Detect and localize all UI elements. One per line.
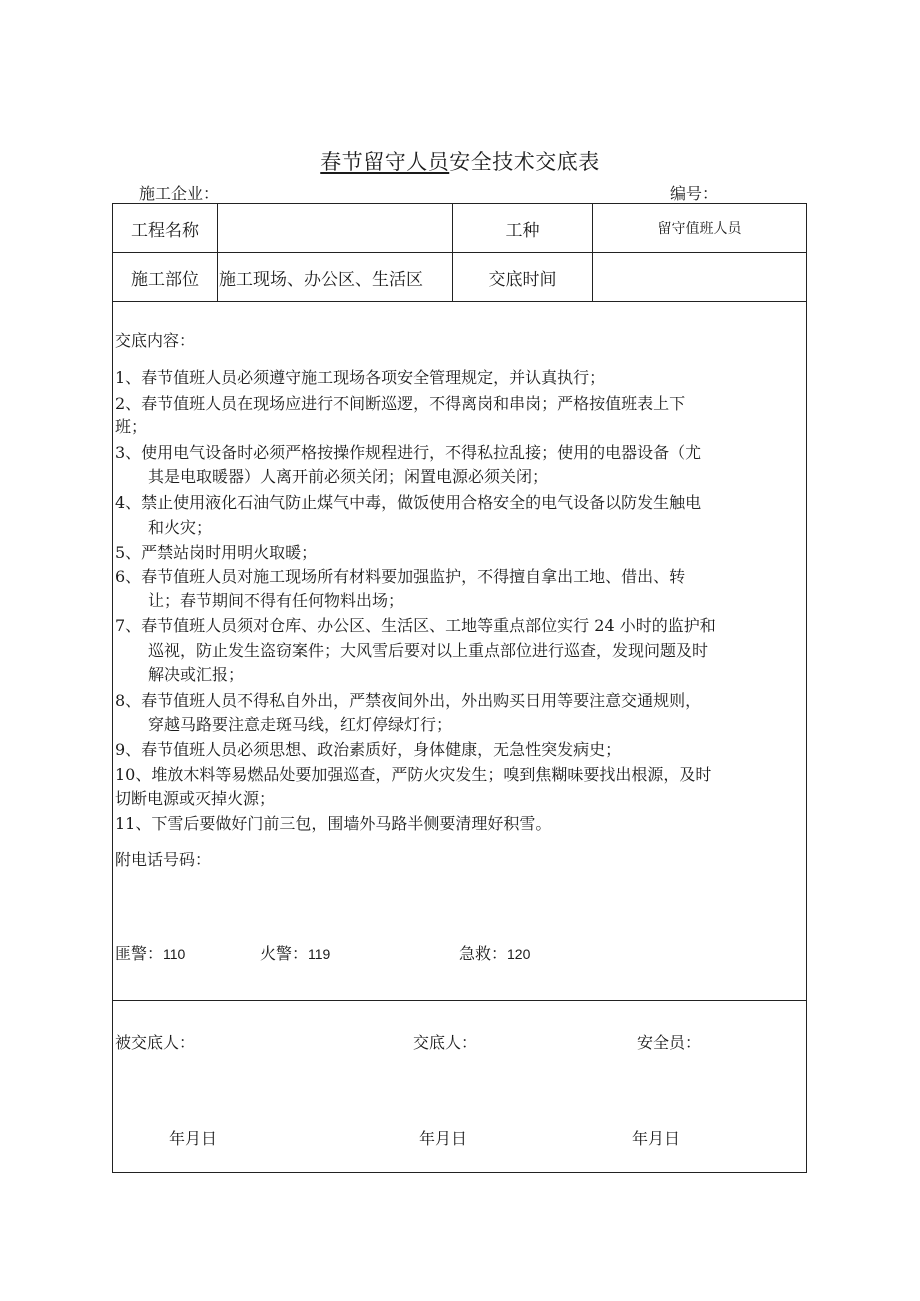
- project-name-label: 工程名称: [131, 220, 199, 241]
- ambulance-number: 120: [507, 946, 531, 962]
- row-divider: [113, 1000, 806, 1001]
- briefing-time-field: [593, 253, 806, 301]
- safety-officer-signature-label: 安全员：: [637, 1033, 702, 1052]
- content-line: 3、使用电气设备时必须严格按操作规程进行，不得私拉乱接；使用的电器设备（尤: [115, 443, 702, 462]
- content-line: 7、春节值班人员须对仓库、办公区、生活区、工地等重点部位实行 24 小时的监护和: [115, 616, 716, 635]
- number-label: 编号：: [670, 184, 719, 203]
- content-line: 让；春节期间不得有任何物料出场；: [148, 591, 405, 610]
- ambulance-label: 急救：: [459, 944, 508, 963]
- content-line: 1、春节值班人员必须遵守施工现场各项安全管理规定，并认真执行；: [115, 368, 606, 387]
- content-line: 5、严禁站岗时用明火取暖；: [115, 543, 318, 562]
- fire-phone: [260, 941, 330, 964]
- police-number: 110: [163, 946, 186, 962]
- content-line: 11、下雪后要做好门前三包，围墙外马路半侧要清理好积雪。: [115, 814, 552, 833]
- content-line: 10、堆放木料等易燃品处要加强巡查，严防火灾发生；嗅到焦糊味要找出根源，及时: [115, 765, 712, 784]
- content-line: 8、春节值班人员不得私自外出，严禁夜间外出，外出购买日用等要注意交通规则，: [115, 691, 702, 710]
- content-line: 4、禁止使用液化石油气防止煤气中毒，做饭使用合格安全的电气设备以防发生触电: [115, 493, 702, 512]
- content-line: 其是电取暖器）人离开前必须关闭；闲置电源必须关闭；: [148, 467, 549, 486]
- title-rest: 安全技术交底表: [449, 150, 600, 174]
- row-divider: [113, 301, 806, 302]
- content-line: 和火灾；: [148, 518, 213, 537]
- briefing-table: [112, 203, 807, 1173]
- work-type-value: 留守值班人员: [657, 221, 742, 237]
- content-line: 2、春节值班人员在现场应进行不间断巡逻，不得离岗和串岗；严格按值班表上下: [115, 394, 686, 413]
- content-line: 9、春节值班人员必须思想、政治素质好，身体健康，无急性突发病史；: [115, 740, 622, 759]
- police-label: 匪警：: [115, 944, 164, 963]
- ambulance-phone: [459, 941, 530, 964]
- content-line: 切断电源或灭掉火源；: [115, 789, 276, 808]
- safety-officer-date: 年月日: [632, 1129, 681, 1148]
- receiver-date: 年月日: [169, 1129, 218, 1148]
- document-title: [0, 146, 920, 176]
- work-type-label: 工种: [505, 220, 540, 241]
- project-name-field: [219, 204, 451, 252]
- column-divider: [217, 204, 218, 301]
- content-line: 解决或汇报；: [148, 665, 245, 684]
- content-line: 穿越马路要注意走斑马线，红灯停绿灯行；: [148, 715, 453, 734]
- police-phone: [115, 941, 185, 964]
- location-label: 施工部位: [131, 269, 199, 290]
- briefer-signature-label: 交底人：: [413, 1033, 478, 1052]
- content-label: 交底内容：: [115, 331, 196, 350]
- company-label: 施工企业：: [139, 184, 220, 203]
- location-value: 施工现场、办公区、生活区: [219, 269, 423, 290]
- content-line: 6、春节值班人员对施工现场所有材料要加强监护，不得擅自拿出工地、借出、转: [115, 567, 686, 586]
- title-underlined-part: 春节留守人员: [320, 150, 450, 174]
- content-line: 班；: [115, 417, 148, 436]
- briefing-time-label: 交底时间: [488, 269, 557, 290]
- fire-label: 火警：: [260, 944, 309, 963]
- content-line: 巡视，防止发生盗窃案件；大风雪后要对以上重点部位进行巡查，发现问题及时: [148, 641, 709, 660]
- briefer-date: 年月日: [419, 1129, 468, 1148]
- receiver-signature-label: 被交底人：: [115, 1033, 196, 1052]
- phone-numbers-label: 附电话号码：: [115, 850, 212, 869]
- fire-number: 119: [308, 946, 331, 962]
